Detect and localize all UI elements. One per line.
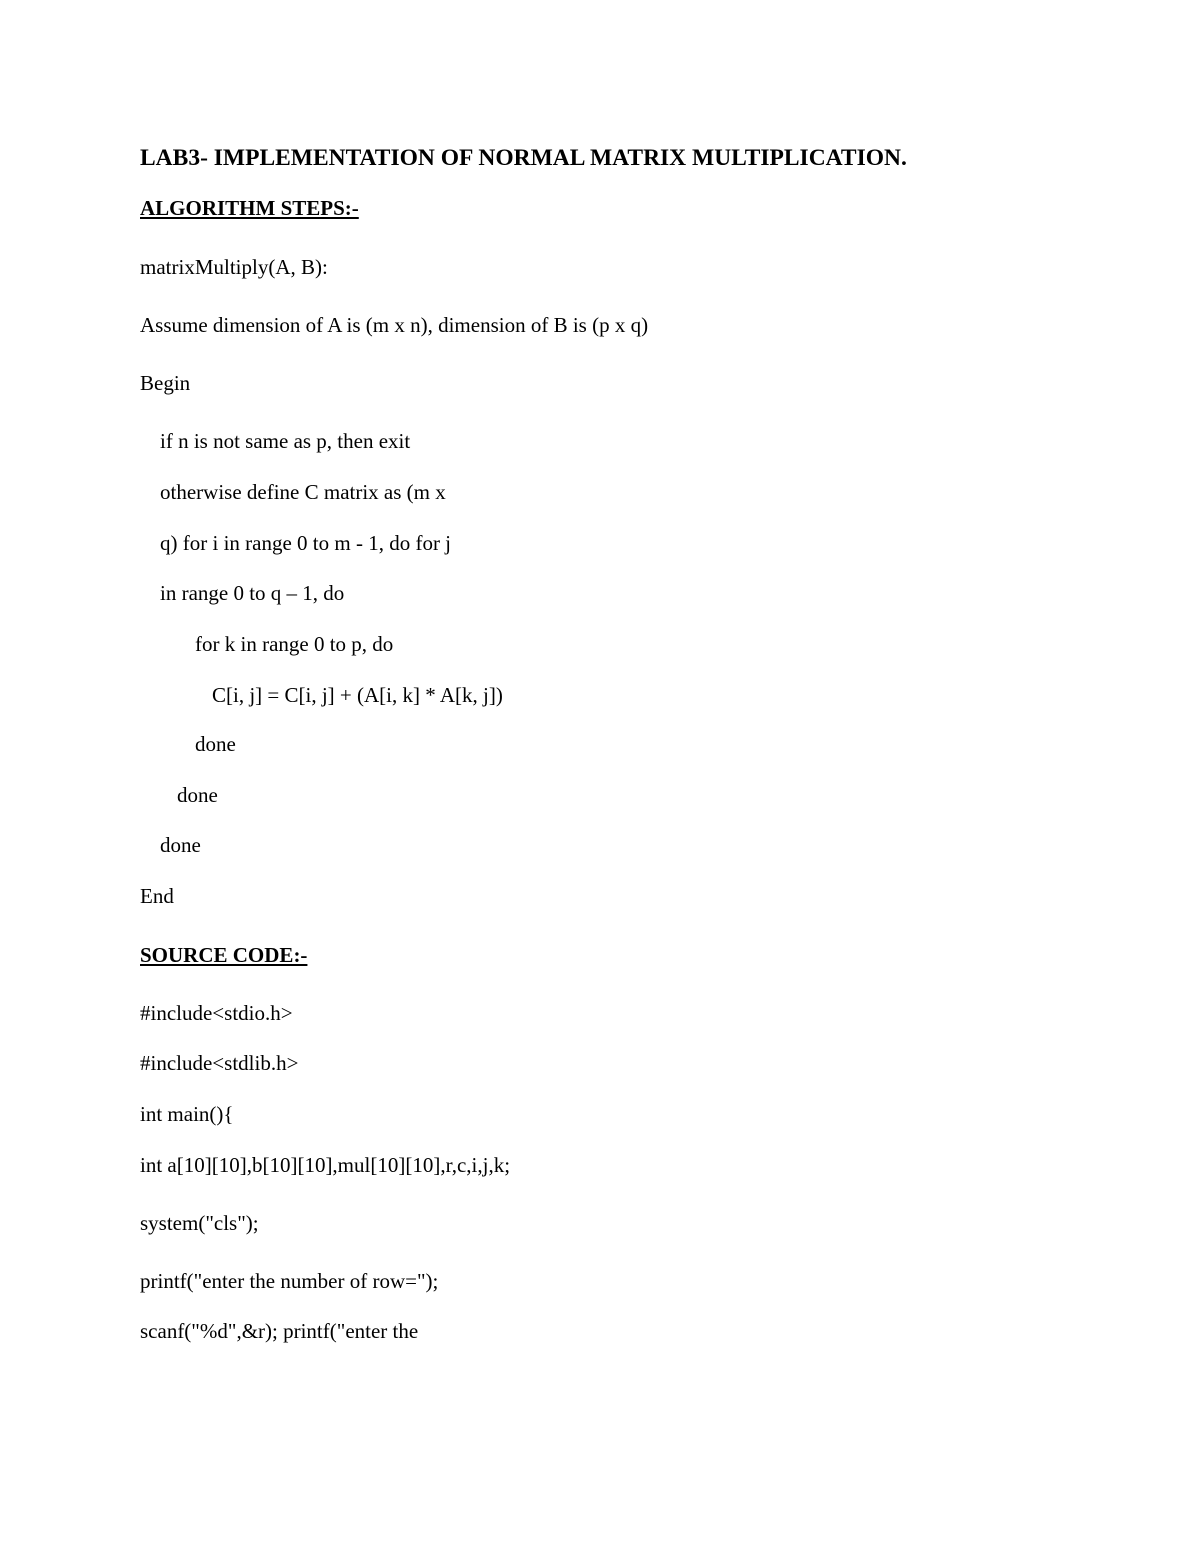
document-title: LAB3- IMPLEMENTATION OF NORMAL MATRIX MULTIPLICATION. (140, 145, 907, 171)
source-code-line: int main(){ (140, 1102, 234, 1126)
algorithm-heading: ALGORITHM STEPS:- (140, 196, 359, 220)
source-code-heading: SOURCE CODE:- (140, 943, 308, 967)
algorithm-line: for k in range 0 to p, do (195, 632, 394, 656)
algorithm-line: done (195, 732, 236, 756)
algorithm-line: End (140, 884, 174, 908)
algorithm-line: if n is not same as p, then exit (160, 429, 411, 453)
source-code-line: int a[10][10],b[10][10],mul[10][10],r,c,i,j,k; (140, 1153, 511, 1177)
algorithm-line: matrixMultiply(A, B): (140, 255, 328, 279)
algorithm-line: done (160, 833, 201, 857)
algorithm-line: Begin (140, 371, 191, 395)
algorithm-line: otherwise define C matrix as (m x (160, 480, 446, 504)
algorithm-line: q) for i in range 0 to m - 1, do for j (160, 531, 452, 555)
source-code-line: #include<stdio.h> (140, 1001, 293, 1025)
source-code-line: system("cls"); (140, 1211, 259, 1235)
algorithm-line: Assume dimension of A is (m x n), dimension of B is (p x q) (140, 313, 649, 337)
source-code-line: scanf("%d",&r); printf("enter the (140, 1319, 419, 1343)
algorithm-line: in range 0 to q – 1, do (160, 581, 345, 605)
algorithm-line: C[i, j] = C[i, j] + (A[i, k] * A[k, j]) (212, 683, 503, 707)
algorithm-line: done (177, 783, 218, 807)
source-code-line: #include<stdlib.h> (140, 1051, 299, 1075)
source-code-line: printf("enter the number of row="); (140, 1269, 439, 1293)
